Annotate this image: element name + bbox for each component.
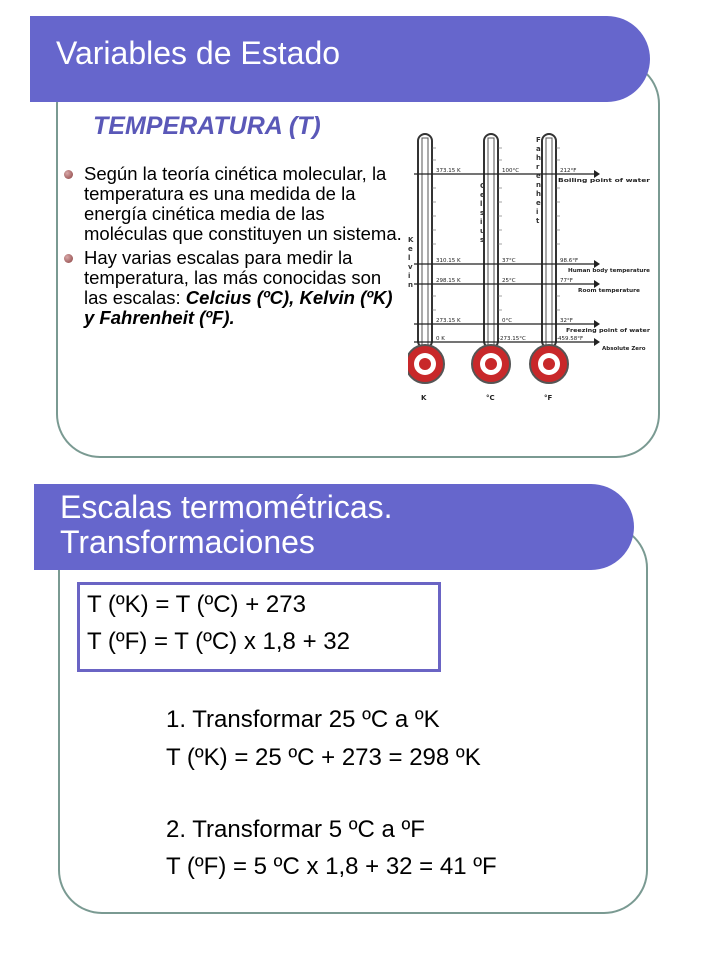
kelvin-value: 373.15 K <box>436 168 461 174</box>
bullet-item <box>62 164 402 244</box>
slide-escalas-termometricas <box>0 470 720 960</box>
bullet-text-1: Según la teoría cinética molecular, la temperatura es una medida de la energía cinética media de las moléculas que constituyen un sistema. <box>84 163 402 244</box>
body-temp-label: Human body temperature <box>568 268 651 274</box>
kelvin-value: 298.15 K <box>436 278 461 284</box>
formula-kelvin: T (ºK) = T (ºC) + 273 <box>87 591 306 618</box>
example1-title: 1. Transformar 25 ºC a ºK <box>166 706 440 733</box>
bullet-text-2-bold: Celcius (ºC), Kelvin (ºK) y Fahrenheit (ºF). <box>84 287 393 328</box>
celsius-value: -273.15°C <box>498 336 526 342</box>
fahrenheit-value: 32°F <box>560 318 573 324</box>
example1-calculation: T (ºK) = 25 ºC + 273 = 298 ºK <box>166 744 481 771</box>
kelvin-value: 310.15 K <box>436 258 461 264</box>
slide2-title-line2: Transformaciones <box>60 524 315 560</box>
slide2-title-banner <box>34 484 634 570</box>
example2-calculation: T (ºF) = 5 ºC x 1,8 + 32 = 41 ºF <box>166 853 497 880</box>
celsius-value: 0°C <box>502 318 513 324</box>
scale-values <box>436 168 583 342</box>
kelvin-value: 0 K <box>436 336 445 342</box>
fahrenheit-value: 98.6°F <box>560 258 579 264</box>
celsius-label: C e l s i u s <box>480 182 489 244</box>
slide1-subtitle: TEMPERATURA (T) <box>93 112 321 140</box>
bullet-text-2: Hay varias escalas para medir la temperatura, las más conocidas son las escalas: <box>84 247 382 308</box>
fahrenheit-value: -459.58°F <box>556 336 584 342</box>
celsius-value: 25°C <box>502 278 516 284</box>
absolute-zero-label: Absolute Zero <box>602 346 646 352</box>
k-label: K <box>421 394 427 402</box>
slide1-bullet-list <box>62 164 402 332</box>
slide1-title-banner <box>30 16 650 102</box>
kelvin-value: 273.15 K <box>436 318 461 324</box>
slide-variables-de-estado <box>0 0 720 470</box>
fahrenheit-label: F a h r e n h e i t <box>536 136 543 225</box>
reference-labels <box>558 178 650 352</box>
celsius-value: 100°C <box>502 168 520 174</box>
example2-title: 2. Transformar 5 ºC a ºF <box>166 816 425 843</box>
f-label: °F <box>544 394 553 402</box>
formula-fahrenheit: T (ºF) = T (ºC) x 1,8 + 32 <box>87 628 350 655</box>
room-temp-label: Room temperature <box>578 288 641 294</box>
fahrenheit-value: 77°F <box>560 278 573 284</box>
arrowheads <box>594 170 600 346</box>
bullet-item <box>62 248 402 328</box>
kelvin-label: K e l v i n <box>408 236 417 289</box>
slide1-title: Variables de Estado <box>56 35 341 71</box>
slide2-title-line1: Escalas termométricas. <box>60 489 393 525</box>
celsius-value: 37°C <box>502 258 516 264</box>
bottom-labels <box>421 394 553 402</box>
formula-box <box>77 582 441 672</box>
freezing-label: Freezing point of water <box>566 328 651 334</box>
fahrenheit-value: 212°F <box>560 168 577 174</box>
thermometers-illustration <box>408 128 652 408</box>
boiling-label: Boiling point of water <box>558 178 651 184</box>
c-label: °C <box>486 394 495 402</box>
